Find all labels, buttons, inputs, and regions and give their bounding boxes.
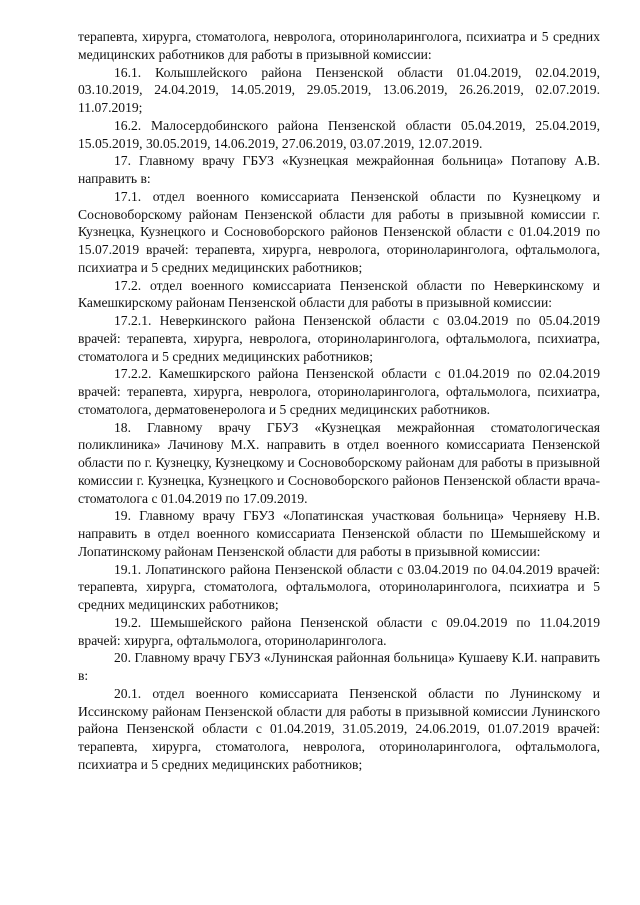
paragraph-16-2: 16.2. Малосердобинского района Пензенской области 05.04.2019, 25.04.2019, 15.05.2019, 30.05.2019, 14.06.2019, 27.06.2019, 03.07.2019, 12.07.2019. <box>78 117 600 151</box>
document-page <box>78 28 600 774</box>
paragraph-17-1: 17.1. отдел военного комиссариата Пензенской области по Кузнецкому и Сосновоборскому районам Пензенской области для работы в призывной комиссии г. Кузнецка, Кузнецкого и Сосновоборского районов Пензенской области с 01.04.2019 по 15.07.2019 врачей: терапевта, хирурга, невролога, оториноларинголога, офтальмолога, психиатра и 5 средних медицинских работников; <box>78 188 600 275</box>
paragraph-20-1: 20.1. отдел военного комиссариата Пензенской области по Лунинскому и Иссинскому районам Пензенской области для работы в призывной комиссии Лунинского района Пензенской области с 01.04.2019, 31.05.2019, 24.06.2019, 01.07.2019 врачей: терапевта, хирурга, стоматолога, невролога, оториноларинголога, офтальмолога, психиатра и 5 средних медицинских работников; <box>78 685 600 772</box>
paragraph-17: 17. Главному врачу ГБУЗ «Кузнецкая межрайонная больница» Потапову А.В. направить в: <box>78 153 600 186</box>
paragraph-17-2: 17.2. отдел военного комиссариата Пензенской области по Неверкинскому и Камешкирскому районам Пензенской области для работы в призывной комиссии: <box>78 277 600 311</box>
paragraph-17-2-1: 17.2.1. Неверкинского района Пензенской области с 03.04.2019 по 05.04.2019 врачей: терапевта, хирурга, невролога, оториноларинголога, офтальмолога, психиатра, стоматолога и 5 средних медицинских работников; <box>78 313 600 364</box>
paragraph-19-1: 19.1. Лопатинского района Пензенской области с 03.04.2019 по 04.04.2019 врачей: терапевта, хирурга, стоматолога, офтальмолога, оториноларинголога, психиатра и 5 средних медицинских работников; <box>78 561 600 612</box>
paragraph-17-2-2: 17.2.2. Камешкирского района Пензенской области с 01.04.2019 по 02.04.2019 врачей: терапевта, хирурга, невролога, оториноларинголога, офтальмолога, психиатра, стоматолога, дерматовенеролога и 5 средних медицинских работников. <box>78 366 600 417</box>
paragraph-19-2: 19.2. Шемышейского района Пензенской области с 09.04.2019 по 11.04.2019 врачей: хирурга, офтальмолога, оториноларинголога. <box>78 614 600 648</box>
paragraph-20: 20. Главному врачу ГБУЗ «Лунинская районная больница» Кушаеву К.И. направить в: <box>78 650 600 683</box>
paragraph-18: 18. Главному врачу ГБУЗ «Кузнецкая межрайонная стоматологическая поликлиника» Лачинову М.Х. направить в отдел военного комиссариата Пензенской области по г. Кузнецку, Кузнецкому и Сосновоборскому районам для работы в призывной комиссии г. Кузнецка, Кузнецкого и Сосновоборского районов Пензенской области врача-стоматолога с 01.04.2019 по 17.09.2019. <box>78 419 600 506</box>
paragraph-19: 19. Главному врачу ГБУЗ «Лопатинская участковая больница» Черняеву Н.В. направить в отдел военного комиссариата Пензенской области по Шемышейскому и Лопатинскому районам Пензенской области для работы в призывной комиссии: <box>78 508 600 559</box>
paragraph-16-1: 16.1. Колышлейского района Пензенской области 01.04.2019, 02.04.2019, 03.10.2019, 24.04.2019, 14.05.2019, 29.05.2019, 13.06.2019, 26.26.2019, 02.07.2019. 11.07.2019; <box>78 64 600 115</box>
paragraph-continuation: терапевта, хирурга, стоматолога, невролога, оториноларинголога, психиатра и 5 средних медицинских работников для работы в призывной комиссии: <box>78 29 600 62</box>
